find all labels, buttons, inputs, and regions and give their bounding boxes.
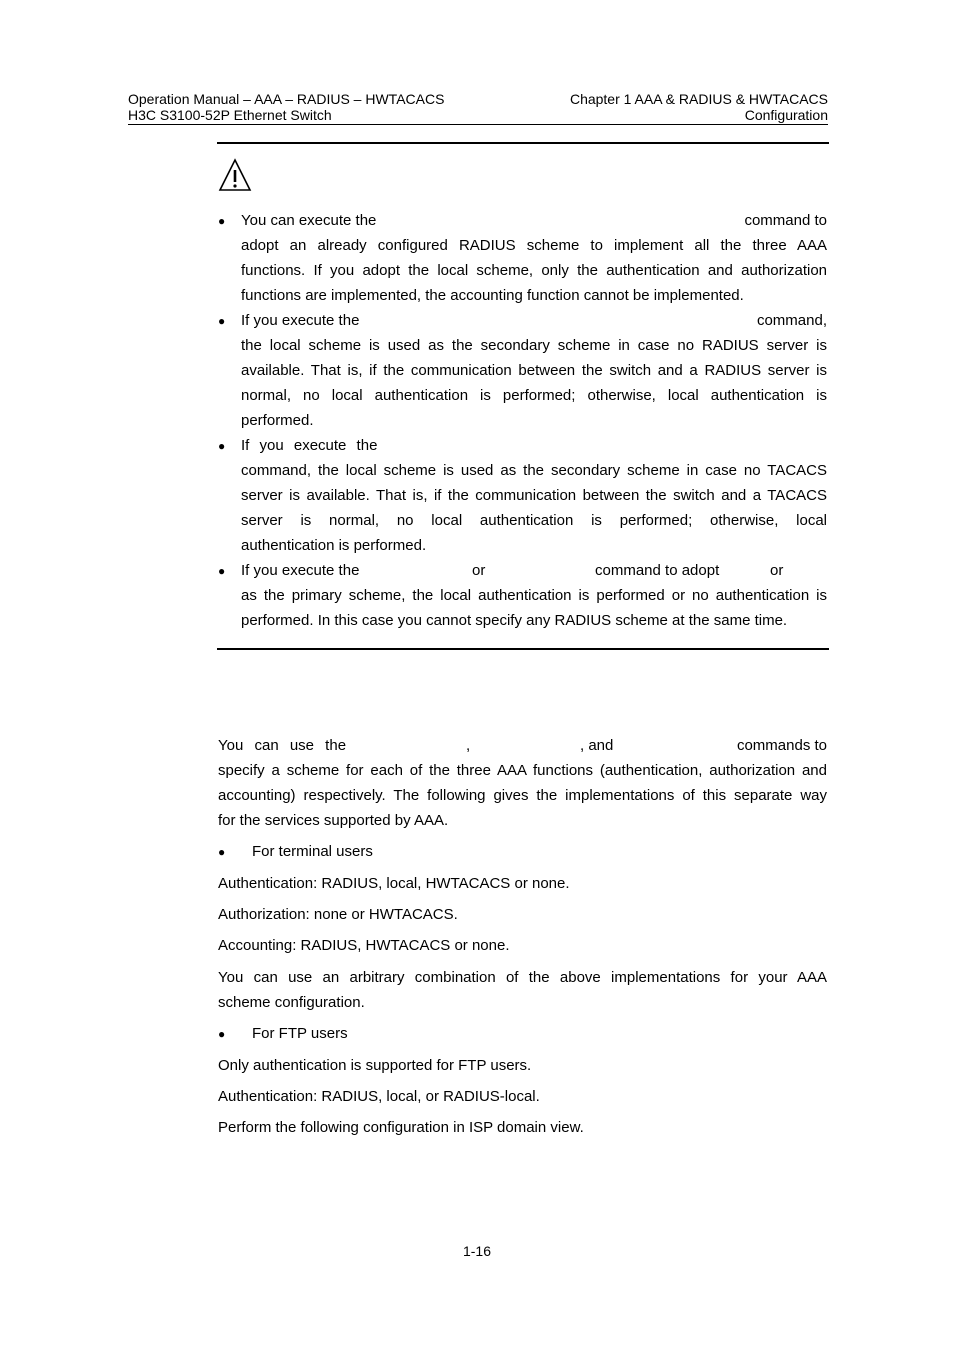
caution-b1-line4: functions are implemented, the accounting function cannot be implemented. — [241, 287, 744, 304]
caution-b4-seg2: or — [472, 562, 486, 579]
bullet-terminal-users: For terminal users — [252, 843, 373, 860]
caution-b4-seg1: If you execute the — [241, 562, 360, 579]
product-name: H3C S3100-52P Ethernet Switch — [128, 107, 332, 123]
authz-terminal: Authorization: none or HWTACACS. — [218, 906, 458, 923]
caution-b3-line4: server is normal, no local authentication is performed; otherwise, local — [241, 512, 827, 529]
caution-bottom-rule — [217, 648, 829, 650]
caution-top-rule — [217, 142, 829, 144]
body-p1-seg3: , and — [580, 737, 614, 754]
bullet-dot: ● — [218, 564, 226, 578]
body-p1-seg4: commands to — [736, 737, 827, 754]
caution-b1-line1: You can execute the command to — [241, 212, 827, 229]
section-title: Configuration — [744, 107, 828, 123]
ftp-only: Only authentication is supported for FTP users. — [218, 1057, 532, 1074]
combo-line2: scheme configuration. — [218, 994, 365, 1011]
bullet-dot: ● — [218, 214, 226, 228]
caution-b4-line3: performed. In this case you cannot specify any RADIUS scheme at the same time. — [241, 612, 788, 629]
manual-title: Operation Manual – AAA – RADIUS – HWTACACS — [128, 91, 445, 107]
caution-b2-line5: performed. — [241, 412, 314, 429]
caution-b4-seg4: or — [770, 562, 784, 579]
chapter-title: Chapter 1 AAA & RADIUS & HWTACACS — [569, 91, 828, 107]
acct-terminal: Accounting: RADIUS, HWTACACS or none. — [218, 937, 510, 954]
caution-b3-line2: command, the local scheme is used as the secondary scheme in case no TACACS — [241, 462, 827, 479]
page-number: 1-16 — [462, 1243, 492, 1259]
body-p1-line3: accounting) respectively. The following gives the implementations of this separate way — [218, 787, 827, 804]
ftp-auth: Authentication: RADIUS, local, or RADIUS-local. — [218, 1088, 540, 1105]
bullet-dot: ● — [218, 1027, 226, 1041]
header-left — [128, 91, 444, 123]
body-p1-seg1: You can use the — [218, 737, 347, 754]
header-right — [570, 91, 828, 123]
caution-b2-line1: If you execute the command, — [241, 312, 827, 329]
bullet-ftp-users: For FTP users — [252, 1025, 348, 1042]
auth-terminal: Authentication: RADIUS, local, HWTACACS or none. — [218, 875, 570, 892]
perform-config: Perform the following configuration in ISP domain view. — [218, 1119, 584, 1136]
caution-b1-line2: adopt an already configured RADIUS scheme to implement all the three AAA — [241, 237, 827, 254]
combo-line1: You can use an arbitrary combination of the above implementations for your AAA — [218, 969, 827, 986]
caution-b2-line3: available. That is, if the communication between the switch and a RADIUS server is — [241, 362, 827, 379]
body-p1-seg2: , — [466, 737, 471, 754]
body-p1-line2: specify a scheme for each of the three AAA functions (authentication, authorization and — [218, 762, 827, 779]
caution-b2-line4: normal, no local authentication is performed; otherwise, local authentication is — [241, 387, 827, 404]
header-rule — [128, 124, 828, 125]
bullet-dot: ● — [218, 314, 226, 328]
caution-b3-line5: authentication is performed. — [241, 537, 427, 554]
caution-b4-seg3: command to adopt — [595, 562, 720, 579]
caution-b3-line1: If you execute the — [241, 437, 378, 454]
bullet-dot: ● — [218, 845, 226, 859]
caution-b2-line2: the local scheme is used as the secondary scheme in case no RADIUS server is — [241, 337, 827, 354]
body-p1-line4: for the services supported by AAA. — [218, 812, 449, 829]
caution-b4-line2: as the primary scheme, the local authentication is performed or no authentication is — [241, 587, 827, 604]
bullet-dot: ● — [218, 439, 226, 453]
warning-icon — [218, 158, 252, 197]
caution-b1-line3: functions. If you adopt the local scheme, only the authentication and authorization — [241, 262, 827, 279]
caution-b3-line3: server is available. That is, if the communication between the switch and a TACACS — [241, 487, 827, 504]
